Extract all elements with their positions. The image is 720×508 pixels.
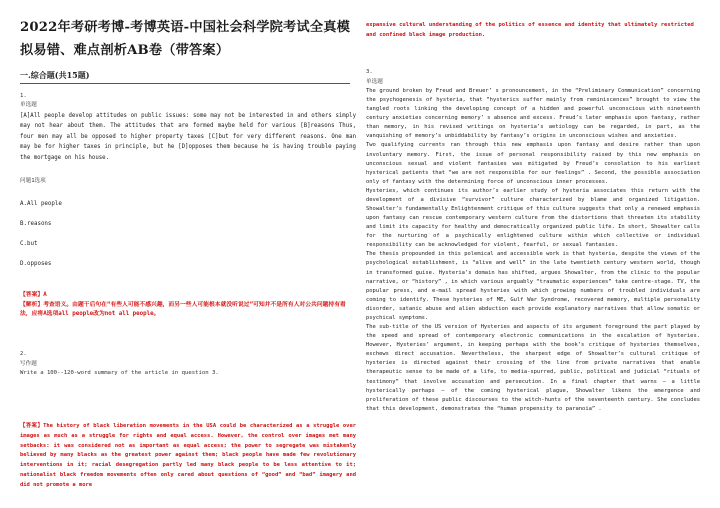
passage-paragraph: Hysteries, which continues its author’s earlier study of hysteria associates this return with the development of a divisive “survivor” culture characterized by blame and organized litigation. Showalter’s fundamentally Enlightenment critique of this culture suggests that only a renewed emphasis upon fantasy can rescue contemporary western culture from the distortions that threaten its stability and limit its capacity for healthy and democratically organized public life. In short, Showalter calls for the nurturing of a psychically enlightened culture within which collective or individual responsibility can be acknowledged for violent, fearful, or sexual fantasies. bbox=[366, 187, 700, 249]
answer-continuation: expansive cultural understanding of the politics of essence and identity that ultimately restricted and confined black image production. bbox=[366, 22, 694, 38]
question-1-number: 1. bbox=[20, 93, 27, 99]
passage-paragraph: The ground broken by Freud and Breuer’ s pronouncement, in the “Preliminary Communication” concerning the psychogenesis of hysteria, that “hysterics suffer mainly from reminiscences” brought to view the tangled roots linking the developing concept of a hidden and powerful unconscious with nineteenth century anxieties concerning memory’ s absence and excess. Freud’s later emphasis upon fantasy, rather than memory, in his revised writings on hysteria’s aetiology can be regarded, in part, as the vanquishing of memory’s unbiddability by fantasy’s origins in unconscious wishes and anxieties. bbox=[366, 88, 700, 140]
passage-paragraph: Two qualifying currents ran through this new emphasis upon fantasy and desire rather than upon involuntary memory. First, the issue of personal responsibility raised by this new emphasis on unconscious sexual and violent fantasies was mitigated by Freud’s consolation to his earliest hysterical patients that “we are not responsible for our feelings” . Second, the possible association only of fantasy with the determining force of unconscious inner processes. bbox=[366, 142, 700, 185]
question-1-type: 单选题 bbox=[20, 102, 37, 109]
question-2-stem: Write a 100--120-word summary of the article in question 3. bbox=[20, 369, 219, 376]
question-1-answer: 【答案】A bbox=[20, 291, 47, 298]
page-title: 2022年考研考博-考博英语-中国社会科学院考试全真模拟易错、难点剖析AB卷（带答案） bbox=[20, 20, 350, 58]
question-1-analysis: 【解析】考查语义。由题干后句在“有些人可能不感兴趣，而另一些人可能根本就没听说过”可知并不是所有人对公共问题持有看法，应将A选项all people改为not all people。 bbox=[20, 301, 346, 318]
option-b: B.reasons bbox=[20, 220, 52, 227]
question-3-type: 单选题 bbox=[366, 78, 383, 85]
question-2-number: 2. bbox=[20, 351, 27, 358]
option-a: A.All people bbox=[20, 200, 62, 207]
right-column bbox=[366, 0, 700, 414]
left-column bbox=[20, 0, 356, 490]
option-c: C.but bbox=[20, 240, 38, 247]
question-2-answer: 【答案】The history of black liberation movements in the USA could be characterized as a struggle over images as much as a struggle for rights and equal access. However, the control over images met many setbacks: it was considered not as important as equal access; the power to segregate was mistakenly believed by many blacks as the greatest power against them; black people have made few revolutionary interventions in it; racial desegregation partly led many black people to be less attentive to it; nationalist black freedom movements often only cared about questions of “good” and “bad” imagery and did not promote a more bbox=[20, 423, 356, 488]
question-1-stem: [A]All people develop attitudes on public issues: some may not be interested in and others simply may not hear about them. The attitudes that are formed maybe held for various [B]reasons Thus, four men may all be opposed to higher property taxes [C]but for very different reasons. One man may be for higher taxes in principle, but he [D]opposes them because he is having trouble paying the mortgage on his house. bbox=[20, 112, 356, 161]
question-3-number: 3. bbox=[366, 69, 373, 76]
passage-paragraph: The thesis propounded in this polemical and accessible work is that hysteria, despite the views of the psychological establishment, is “alive and well” in the late twentieth century western world, though in transformed guise. Hysteria’s domain has shifted, argues Showalter, from the clinic to the popular narrative, or “history” , in which various arguably “traumatic experiences” take centre-stage. TV, the popular press, and e-mail spread hysteries with which growing numbers of troubled individuals are coming to identify. These hysteries of ME, Gulf War Syndrome, recovered memory, multiple personality disorder, satanic abuse and alien abduction each provide explanatory narratives that allow somatic or psychical symptoms. bbox=[366, 251, 700, 321]
option-d: D.opposes bbox=[20, 260, 52, 267]
passage-paragraph: The sub-title of the US version of Hysteries and aspects of its argument foreground the part played by the speed and spread of contemporary electronic communications in the escalation of hysteries. However, Hysteries’ argument, in keeping perhaps with the book’s critique of hysteries themselves, eschews direct accusation. Nevertheless, the sharpest edge of Showalter’s cultural critique of hysteries is directed against their crossing of the line from private narratives that enable therapeutic sense to be made of a life, to media-spurred, public, political and judicial “rituals of testimony” that involve accusation and persecution. In a final chapter that warns — a little hysterically perhaps — of the coming hysterical plague, Showalter likens the emergence and proliferation of these public discourses to the witch-hunts of the seventeenth century. She concludes that this development, demonstrates the “human propensity to paranoia” . bbox=[366, 324, 700, 412]
question-2-type: 写作题 bbox=[20, 360, 37, 367]
question-1-prompt: 问题1选项 bbox=[20, 178, 46, 185]
section-heading: 一.综合题(共15题) bbox=[20, 70, 350, 84]
